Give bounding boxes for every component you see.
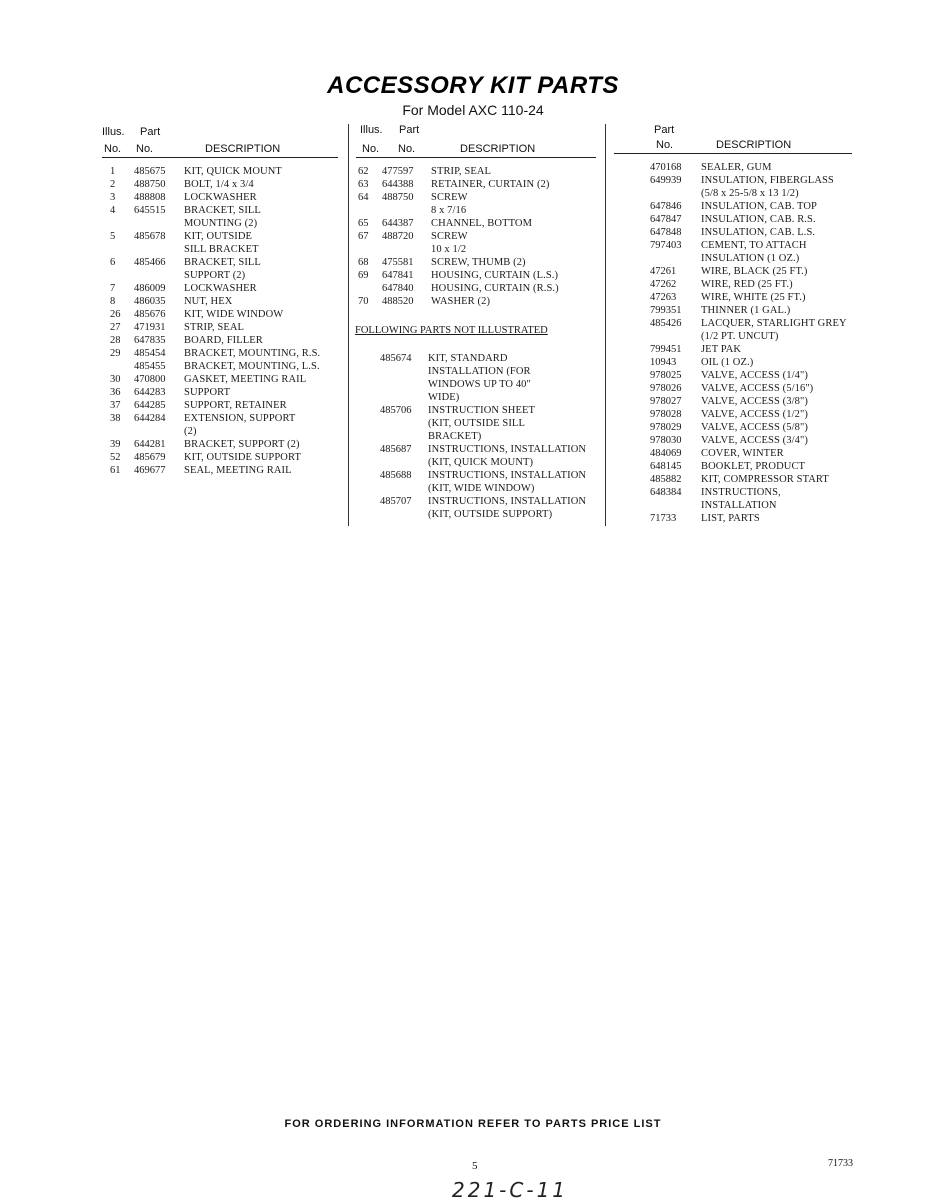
part-description: BRACKET, SUPPORT (2) xyxy=(184,439,300,450)
part-description: SUPPORT (2) xyxy=(184,270,246,281)
part-description: (1/2 PT. UNCUT) xyxy=(701,331,779,342)
part-description: KIT, QUICK MOUNT xyxy=(184,166,282,177)
list-item xyxy=(102,347,342,360)
part-description: THINNER (1 GAL.) xyxy=(701,305,791,316)
part-description: WASHER (2) xyxy=(431,296,491,307)
list-item xyxy=(650,382,890,395)
part-number: 978027 xyxy=(650,396,682,407)
illus-number: 65 xyxy=(358,218,369,229)
list-item xyxy=(356,217,606,230)
illus-number: 29 xyxy=(110,348,121,359)
list-item xyxy=(356,443,606,456)
part-number: 978025 xyxy=(650,370,682,381)
part-number: 486009 xyxy=(134,283,166,294)
list-item xyxy=(356,430,606,443)
part-number: 978030 xyxy=(650,435,682,446)
illus-number: 3 xyxy=(110,192,116,203)
list-item xyxy=(102,282,342,295)
col1-parts-list xyxy=(102,165,342,477)
part-description: NUT, HEX xyxy=(184,296,233,307)
description-label: DESCRIPTION xyxy=(716,139,792,151)
list-item xyxy=(356,178,606,191)
list-item xyxy=(356,352,606,365)
list-item xyxy=(102,373,342,386)
part-number: 488808 xyxy=(134,192,166,203)
illus-number: 2 xyxy=(110,179,116,190)
list-item xyxy=(650,239,890,252)
list-item xyxy=(356,256,606,269)
list-item xyxy=(102,269,342,282)
page-number: 5 xyxy=(472,1160,478,1172)
part-description: SILL BRACKET xyxy=(184,244,259,255)
part-description: VALVE, ACCESS (3/8") xyxy=(701,396,808,407)
list-item xyxy=(650,486,890,499)
part-description: LACQUER, STARLIGHT GREY xyxy=(701,318,847,329)
part-description: COVER, WINTER xyxy=(701,448,784,459)
list-item xyxy=(356,191,606,204)
part-description: MOUNTING (2) xyxy=(184,218,258,229)
list-item xyxy=(356,456,606,469)
part-description: VALVE, ACCESS (1/2") xyxy=(701,409,808,420)
list-item xyxy=(356,508,606,521)
part-number: 47261 xyxy=(650,266,677,277)
part-description: 8 x 7/16 xyxy=(431,205,467,216)
col1-header-rule xyxy=(102,157,338,158)
list-item xyxy=(356,404,606,417)
part-description: INSTRUCTIONS, INSTALLATION xyxy=(428,496,587,507)
not-illustrated-heading: FOLLOWING PARTS NOT ILLUSTRATED xyxy=(355,325,548,336)
illus-number: 36 xyxy=(110,387,121,398)
part-description: CHANNEL, BOTTOM xyxy=(431,218,533,229)
part-number: 978028 xyxy=(650,409,682,420)
part-description: VALVE, ACCESS (3/4") xyxy=(701,435,808,446)
part-description: 10 x 1/2 xyxy=(431,244,467,255)
part-number: 648384 xyxy=(650,487,682,498)
part-description: INSTRUCTIONS, INSTALLATION xyxy=(428,444,587,455)
part-description: INSULATION, CAB. TOP xyxy=(701,201,817,212)
illus-number: 64 xyxy=(358,192,369,203)
part-number: 485688 xyxy=(380,470,412,481)
list-item xyxy=(650,447,890,460)
list-item xyxy=(650,161,890,174)
part-number: 647841 xyxy=(382,270,414,281)
list-item xyxy=(356,295,606,308)
part-description: KIT, OUTSIDE SUPPORT xyxy=(184,452,301,463)
list-item xyxy=(102,230,342,243)
part-number: 649939 xyxy=(650,175,682,186)
part-number: 978029 xyxy=(650,422,682,433)
list-item xyxy=(356,230,606,243)
list-item xyxy=(650,330,890,343)
part-description: CEMENT, TO ATTACH xyxy=(701,240,807,251)
column-divider xyxy=(348,124,349,526)
part-number: 485455 xyxy=(134,361,166,372)
part-description: INSTRUCTIONS, INSTALLATION xyxy=(428,470,587,481)
list-item xyxy=(650,187,890,200)
list-item xyxy=(356,243,606,256)
part-number: 470168 xyxy=(650,162,682,173)
illus-number: 37 xyxy=(110,400,121,411)
illus-number: 26 xyxy=(110,309,121,320)
page-subtitle: For Model AXC 110-24 xyxy=(402,102,544,118)
part-number: 486035 xyxy=(134,296,166,307)
list-item xyxy=(356,495,606,508)
part-number: 485675 xyxy=(134,166,166,177)
list-item xyxy=(102,425,342,438)
part-description: RETAINER, CURTAIN (2) xyxy=(431,179,550,190)
part-description: SEAL, MEETING RAIL xyxy=(184,465,292,476)
part-number: 47262 xyxy=(650,279,677,290)
illus-number: 6 xyxy=(110,257,116,268)
part-description: KIT, STANDARD xyxy=(428,353,508,364)
part-description: KIT, OUTSIDE xyxy=(184,231,253,242)
part-number: 10943 xyxy=(650,357,677,368)
part-number: 644285 xyxy=(134,400,166,411)
part-description: INSULATION, CAB. R.S. xyxy=(701,214,816,225)
part-description: INSTRUCTION SHEET xyxy=(428,405,535,416)
part-number: 484069 xyxy=(650,448,682,459)
part-description: (KIT, OUTSIDE SUPPORT) xyxy=(428,509,553,520)
list-item xyxy=(102,217,342,230)
list-item xyxy=(102,308,342,321)
list-item xyxy=(102,412,342,425)
list-item xyxy=(650,434,890,447)
part-description: INSULATION, FIBERGLASS xyxy=(701,175,834,186)
illus-number: 63 xyxy=(358,179,369,190)
part-number: 644283 xyxy=(134,387,166,398)
part-description: SEALER, GUM xyxy=(701,162,772,173)
list-item xyxy=(102,399,342,412)
no-label: No. xyxy=(136,143,154,155)
part-number: 488750 xyxy=(382,192,414,203)
part-number: 485454 xyxy=(134,348,166,359)
no-label: No. xyxy=(398,143,416,155)
illus-number: 62 xyxy=(358,166,369,177)
col3-parts-list xyxy=(650,161,890,525)
illus-number: 67 xyxy=(358,231,369,242)
list-item xyxy=(102,438,342,451)
part-description: JET PAK xyxy=(701,344,742,355)
part-number: 645515 xyxy=(134,205,166,216)
part-number: 978026 xyxy=(650,383,682,394)
illus-number: 69 xyxy=(358,270,369,281)
part-description: HOUSING, CURTAIN (L.S.) xyxy=(431,270,559,281)
part-description: (5/8 x 25-5/8 x 13 1/2) xyxy=(701,188,799,199)
list-item xyxy=(356,165,606,178)
no-label: No. xyxy=(104,143,122,155)
list-item xyxy=(650,460,890,473)
list-item xyxy=(356,378,606,391)
part-description: SCREW xyxy=(431,192,468,203)
illus-number: 68 xyxy=(358,257,369,268)
part-description: OIL (1 OZ.) xyxy=(701,357,754,368)
list-item xyxy=(650,252,890,265)
part-number: 647848 xyxy=(650,227,682,238)
part-number: 647840 xyxy=(382,283,414,294)
illus-number: 61 xyxy=(110,465,121,476)
part-description: BOARD, FILLER xyxy=(184,335,263,346)
description-label: DESCRIPTION xyxy=(460,143,536,155)
part-number: 644284 xyxy=(134,413,166,424)
part-description: SCREW xyxy=(431,231,468,242)
part-description: BRACKET, SILL xyxy=(184,205,261,216)
part-description: STRIP, SEAL xyxy=(431,166,492,177)
part-number: 485466 xyxy=(134,257,166,268)
no-label: No. xyxy=(362,143,380,155)
list-item xyxy=(102,386,342,399)
part-number: 488720 xyxy=(382,231,414,242)
list-item xyxy=(650,226,890,239)
list-item xyxy=(356,269,606,282)
list-item xyxy=(650,265,890,278)
part-description: LOCKWASHER xyxy=(184,192,257,203)
part-description: INSULATION, CAB. L.S. xyxy=(701,227,816,238)
part-number: 648145 xyxy=(650,461,682,472)
illus-number: 39 xyxy=(110,439,121,450)
illus-number: 28 xyxy=(110,335,121,346)
part-description: BRACKET) xyxy=(428,431,482,442)
part-number: 797403 xyxy=(650,240,682,251)
part-number: 799351 xyxy=(650,305,682,316)
list-item xyxy=(650,278,890,291)
part-description: STRIP, SEAL xyxy=(184,322,245,333)
col2-not-illustrated-list xyxy=(356,352,606,521)
list-item xyxy=(102,464,342,477)
list-item xyxy=(650,317,890,330)
part-label: Part xyxy=(654,124,675,136)
list-item xyxy=(102,256,342,269)
part-description: (KIT, OUTSIDE SILL xyxy=(428,418,525,429)
part-number: 485678 xyxy=(134,231,166,242)
part-description: WINDOWS UP TO 40" xyxy=(428,379,531,390)
handwritten-note: 221-C-11 xyxy=(452,1178,569,1202)
list-item xyxy=(650,369,890,382)
page-title: ACCESSORY KIT PARTS xyxy=(327,72,619,99)
part-number: 477597 xyxy=(382,166,414,177)
part-number: 471931 xyxy=(134,322,166,333)
list-item xyxy=(650,213,890,226)
list-item xyxy=(650,356,890,369)
part-description: WIDE) xyxy=(428,392,460,403)
col3-header-rule xyxy=(614,153,852,154)
part-description: WIRE, RED (25 FT.) xyxy=(701,279,793,290)
list-item xyxy=(102,165,342,178)
part-number: 644387 xyxy=(382,218,414,229)
part-number: 470800 xyxy=(134,374,166,385)
part-description: GASKET, MEETING RAIL xyxy=(184,374,307,385)
part-number: 485674 xyxy=(380,353,412,364)
part-description: LIST, PARTS xyxy=(701,513,760,524)
part-description: WIRE, WHITE (25 FT.) xyxy=(701,292,806,303)
list-item xyxy=(650,408,890,421)
list-item xyxy=(650,421,890,434)
part-description: INSULATION (1 OZ.) xyxy=(701,253,800,264)
illus-label: Illus. xyxy=(102,126,125,138)
list-item xyxy=(650,343,890,356)
part-description: KIT, COMPRESSOR START xyxy=(701,474,829,485)
part-number: 799451 xyxy=(650,344,682,355)
part-description: SCREW, THUMB (2) xyxy=(431,257,526,268)
illus-number: 5 xyxy=(110,231,116,242)
part-description: WIRE, BLACK (25 FT.) xyxy=(701,266,808,277)
list-item xyxy=(356,482,606,495)
part-description: HOUSING, CURTAIN (R.S.) xyxy=(431,283,559,294)
part-description: VALVE, ACCESS (5/8") xyxy=(701,422,808,433)
part-description: EXTENSION, SUPPORT xyxy=(184,413,296,424)
illus-number: 52 xyxy=(110,452,121,463)
part-description: VALVE, ACCESS (1/4") xyxy=(701,370,808,381)
part-number: 485882 xyxy=(650,474,682,485)
list-item xyxy=(650,304,890,317)
part-number: 644281 xyxy=(134,439,166,450)
part-description: BRACKET, SILL xyxy=(184,257,261,268)
part-number: 485426 xyxy=(650,318,682,329)
part-description: BRACKET, MOUNTING, L.S. xyxy=(184,361,320,372)
col2-parts-list xyxy=(356,165,606,308)
col2-header-rule xyxy=(356,157,596,158)
part-number: 485687 xyxy=(380,444,412,455)
part-label: Part xyxy=(140,126,161,138)
part-description: BRACKET, MOUNTING, R.S. xyxy=(184,348,321,359)
illus-number: 8 xyxy=(110,296,116,307)
part-number: 485679 xyxy=(134,452,166,463)
part-description: INSTALLATION (FOR xyxy=(428,366,531,377)
list-item xyxy=(102,204,342,217)
illus-label: Illus. xyxy=(360,124,383,136)
list-item xyxy=(356,204,606,217)
illus-number: 7 xyxy=(110,283,116,294)
list-item xyxy=(102,321,342,334)
list-item xyxy=(102,295,342,308)
part-number: 644388 xyxy=(382,179,414,190)
ordering-info-footer: FOR ORDERING INFORMATION REFER TO PARTS PRICE LIST xyxy=(284,1118,662,1130)
part-description: LOCKWASHER xyxy=(184,283,257,294)
description-label: DESCRIPTION xyxy=(205,143,281,155)
part-description: (KIT, QUICK MOUNT) xyxy=(428,457,534,468)
part-number: 488520 xyxy=(382,296,414,307)
part-description: (KIT, WIDE WINDOW) xyxy=(428,483,535,494)
part-number: 71733 xyxy=(650,513,677,524)
list-item xyxy=(356,391,606,404)
list-item xyxy=(650,499,890,512)
list-item xyxy=(650,174,890,187)
part-description: KIT, WIDE WINDOW xyxy=(184,309,284,320)
illus-number: 1 xyxy=(110,166,116,177)
list-item xyxy=(102,178,342,191)
list-item xyxy=(356,417,606,430)
part-description: BOOKLET, PRODUCT xyxy=(701,461,806,472)
list-item xyxy=(650,395,890,408)
part-number: 647847 xyxy=(650,214,682,225)
part-number: 485707 xyxy=(380,496,412,507)
part-description: SUPPORT, RETAINER xyxy=(184,400,287,411)
illus-number: 4 xyxy=(110,205,116,216)
part-label: Part xyxy=(399,124,420,136)
part-description: SUPPORT xyxy=(184,387,231,398)
illus-number: 38 xyxy=(110,413,121,424)
list-item xyxy=(102,360,342,373)
part-number: 485676 xyxy=(134,309,166,320)
part-description: BOLT, 1/4 x 3/4 xyxy=(184,179,254,190)
illus-number: 30 xyxy=(110,374,121,385)
no-label: No. xyxy=(656,139,674,151)
part-number: 47263 xyxy=(650,292,677,303)
part-number: 469677 xyxy=(134,465,166,476)
part-description: INSTRUCTIONS, xyxy=(701,487,781,498)
list-item xyxy=(356,282,606,295)
part-number: 475581 xyxy=(382,257,414,268)
part-number: 485706 xyxy=(380,405,412,416)
list-item xyxy=(356,365,606,378)
illus-number: 70 xyxy=(358,296,369,307)
list-item xyxy=(650,473,890,486)
list-item xyxy=(102,191,342,204)
list-item xyxy=(102,451,342,464)
part-number: 647846 xyxy=(650,201,682,212)
document-number: 71733 xyxy=(828,1158,853,1169)
part-description: (2) xyxy=(184,426,197,437)
list-item xyxy=(356,469,606,482)
part-number: 488750 xyxy=(134,179,166,190)
part-number: 647835 xyxy=(134,335,166,346)
illus-number: 27 xyxy=(110,322,121,333)
list-item xyxy=(650,291,890,304)
list-item xyxy=(102,243,342,256)
list-item xyxy=(102,334,342,347)
part-description: VALVE, ACCESS (5/16") xyxy=(701,383,814,394)
list-item xyxy=(650,200,890,213)
list-item xyxy=(650,512,890,525)
part-description: INSTALLATION xyxy=(701,500,777,511)
